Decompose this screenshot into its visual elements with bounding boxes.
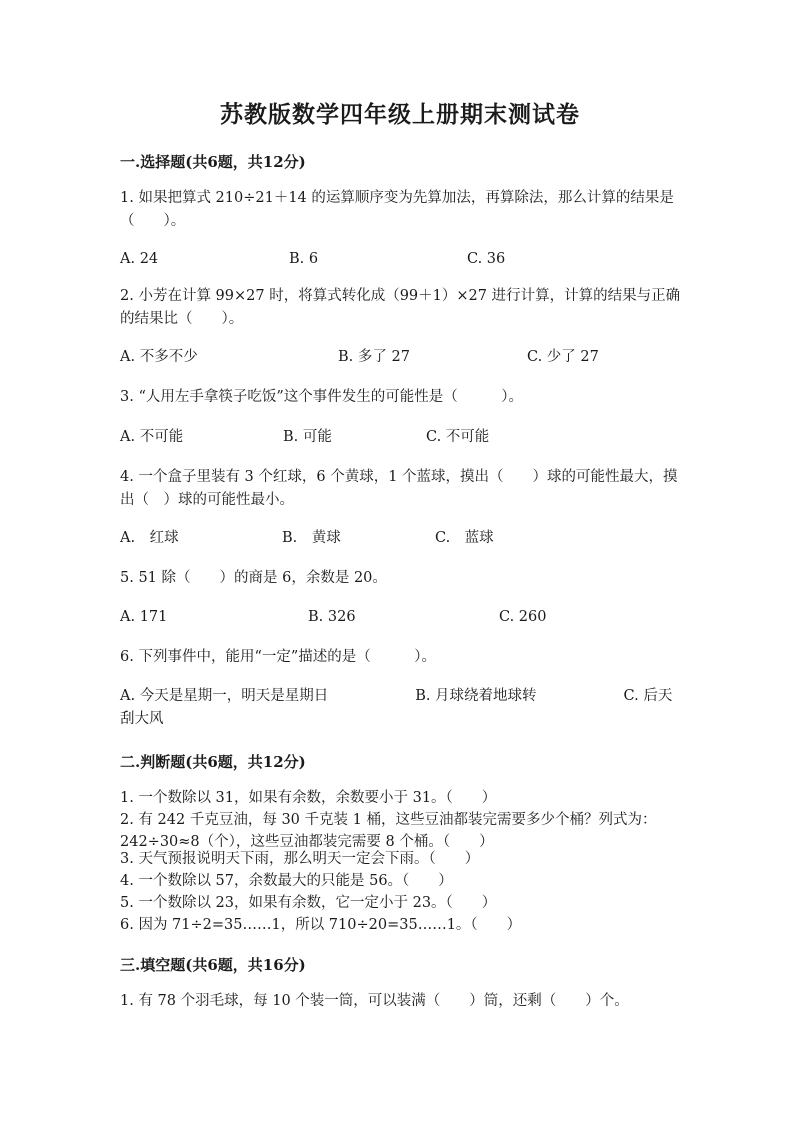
option-a: A. 红球 <box>120 530 179 546</box>
option-b: B. 6 <box>289 251 319 267</box>
option-c: C. 蓝球 <box>435 530 494 546</box>
option-b: B. 黄球 <box>282 530 341 546</box>
page-title: 苏教版数学四年级上册期末测试卷 <box>220 101 580 128</box>
section-header-fill-in: 三.填空题(共6题，共16分) <box>120 956 306 974</box>
option-b: B. 326 <box>308 609 356 625</box>
judgement-item: 1. 一个数除以 31，如果有余数，余数要小于 31。（ ） <box>120 790 497 806</box>
option-a: A. 不可能 <box>120 429 184 445</box>
question-text: 2. 小芳在计算 99×27 时，将算式转化成（99＋1）×27 进行计算，计算的结果与正确的结果比（ ）。 <box>120 288 681 327</box>
question-text: 4. 一个盒子里装有 3 个红球，6 个黄球，1 个蓝球，摸出（ ）球的可能性最大，摸出（ ）球的可能性最小。 <box>120 469 678 508</box>
judgement-item: 6. 因为 71÷2=35……1，所以 710÷20=35……1。（ ） <box>120 917 522 933</box>
option-row <box>120 685 690 731</box>
question-text: 5. 51 除（ ）的商是 6，余数是 20。 <box>120 570 387 586</box>
option-list: A. 今天是星期一，明天是星期日 B. 月球绕着地球转 C. 后天刮大风 <box>120 688 673 727</box>
option-a: A. 不多不少 <box>120 349 198 365</box>
question-text: 1. 有 78 个羽毛球，每 10 个装一筒，可以装满（ ）筒，还剩（ ）个。 <box>120 993 629 1009</box>
judgement-item: 4. 一个数除以 57，余数最大的只能是 56。（ ） <box>120 873 453 889</box>
judgement-item: 2. 有 242 千克豆油，每 30 千克装 1 桶，这些豆油都装完需要多少个桶？列式为：242÷30≈8（个），这些豆油都装完需要 8 个桶。（ ） <box>120 812 657 850</box>
section-header-choice: 一.选择题(共6题，共12分) <box>120 153 306 171</box>
question-text: 6. 下列事件中，能用“一定”描述的是（ ）。 <box>120 649 437 665</box>
option-a: A. 24 <box>120 251 159 267</box>
option-a: A. 171 <box>120 609 168 625</box>
question-text: 3. “人用左手拿筷子吃饭”这个事件发生的可能性是（ ）。 <box>120 389 524 405</box>
judgement-item: 3. 天气预报说明天下雨，那么明天一定会下雨。（ ） <box>120 851 480 867</box>
option-c: C. 少了 27 <box>527 349 599 365</box>
question-text: 1. 如果把算式 210÷21＋14 的运算顺序变为先算加法，再算除法，那么计算的结果是（ ）。 <box>120 190 674 229</box>
option-b: B. 多了 27 <box>338 349 410 365</box>
option-b: B. 可能 <box>283 429 332 445</box>
judgement-item: 5. 一个数除以 23，如果有余数，它一定小于 23。（ ） <box>120 895 497 911</box>
section-header-judgement: 二.判断题(共6题，共12分) <box>120 753 306 771</box>
option-c: C. 36 <box>467 251 506 267</box>
option-c: C. 不可能 <box>426 429 490 445</box>
option-c: C. 260 <box>499 609 547 625</box>
